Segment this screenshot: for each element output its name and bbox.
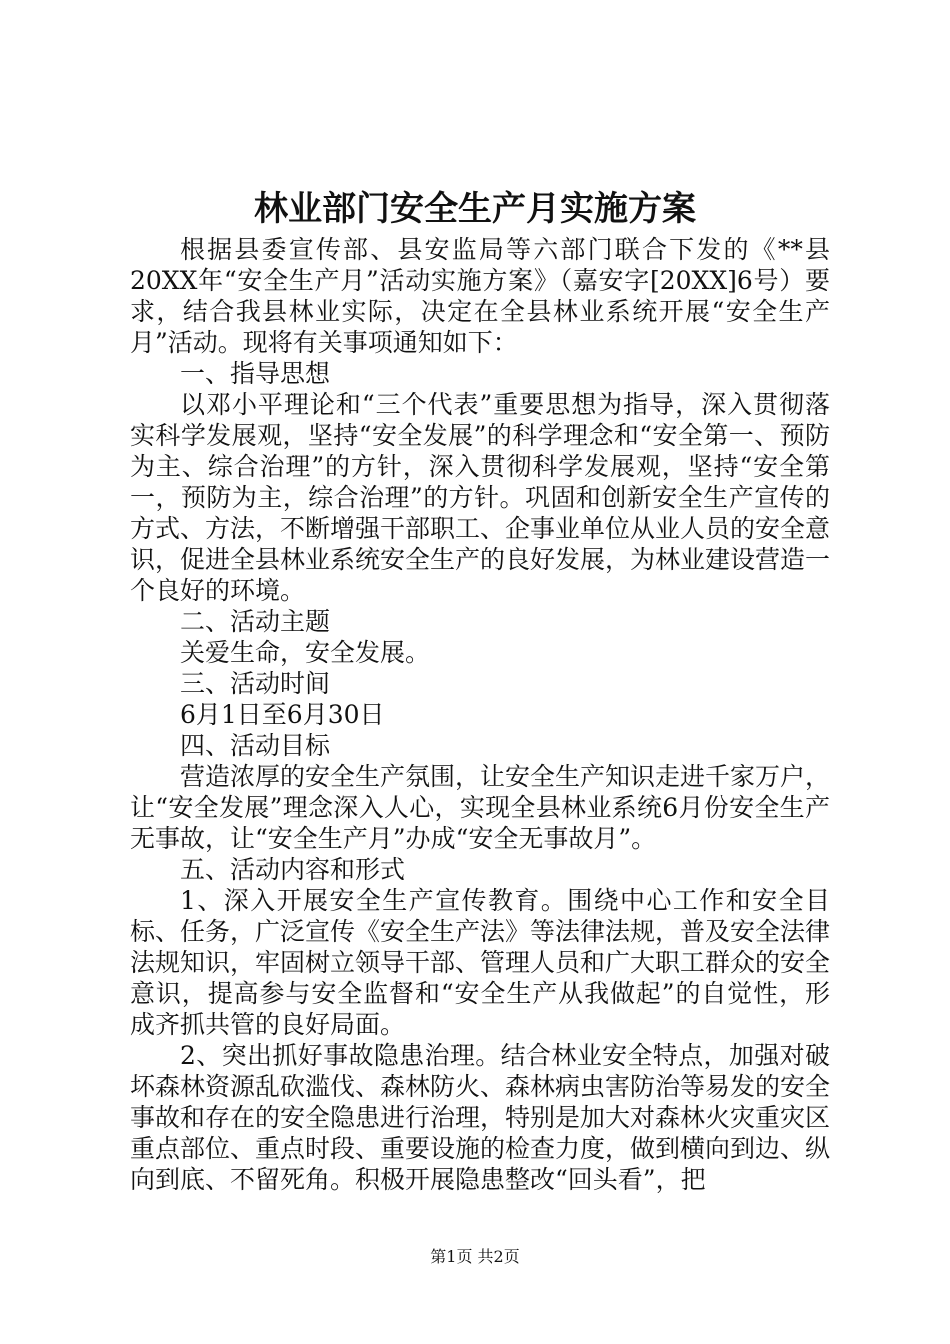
section-heading-guiding-thought: 一、指导思想 bbox=[180, 359, 331, 388]
page-number-footer: 第1页 共2页 bbox=[430, 1247, 520, 1266]
section-heading-goals: 四、活动目标 bbox=[180, 731, 331, 760]
goals-paragraph: 营造浓厚的安全生产氛围，让安全生产知识走进千家万户，让“安全发展”理念深入人心，实现全县林业系统6月份安全生产无事故，让“安全生产月”办成“安全无事故月”。 bbox=[130, 762, 831, 853]
content-item-1-paragraph: 1、深入开展安全生产宣传教育。围绕中心工作和安全目标、任务，广泛宣传《安全生产法》等法律法规，普及安全法律法规知识，牢固树立领导干部、管理人员和广大职工群众的安全意识，提高参与安全监督和“安全生产从我做起”的自觉性，形成齐抓共管的良好局面。 bbox=[130, 886, 831, 1039]
section-heading-time: 三、活动时间 bbox=[180, 669, 331, 698]
intro-paragraph: 根据县委宣传部、县安监局等六部门联合下发的《**县20XX年“安全生产月”活动实施方案》（嘉安字[20XX]6号）要求，结合我县林业实际，决定在全县林业系统开展“安全生产月”活动。现将有关事项通知如下： bbox=[130, 235, 830, 357]
theme-paragraph: 关爱生命，安全发展。 bbox=[180, 638, 431, 667]
guiding-thought-paragraph: 以邓小平理论和“三个代表”重要思想为指导，深入贯彻落实科学发展观，坚持“安全发展”的科学理念和“安全第一、预防为主、综合治理”的方针，深入贯彻科学发展观，坚持“安全第一，预防为主，综合治理”的方针。巩固和创新安全生产宣传的方式、方法，不断增强干部职工、企事业单位从业人员的安全意识，促进全县林业系统安全生产的良好发展，为林业建设营造一个良好的环境。 bbox=[130, 390, 831, 605]
section-heading-content: 五、活动内容和形式 bbox=[180, 855, 406, 884]
document-title: 林业部门安全生产月实施方案 bbox=[254, 189, 696, 229]
document-body bbox=[130, 234, 830, 1195]
content-item-2-paragraph: 2、突出抓好事故隐患治理。结合林业安全特点，加强对破坏森林资源乱砍滥伐、森林防火、森林病虫害防治等易发的安全事故和存在的安全隐患进行治理，特别是加大对森林火灾重灾区重点部位、重点时段、重要设施的检查力度，做到横向到边、纵向到底、不留死角。积极开展隐患整改“回头看”，把 bbox=[130, 1041, 831, 1194]
section-heading-theme: 二、活动主题 bbox=[180, 607, 331, 636]
time-paragraph: 6月1日至6月30日 bbox=[180, 700, 385, 729]
